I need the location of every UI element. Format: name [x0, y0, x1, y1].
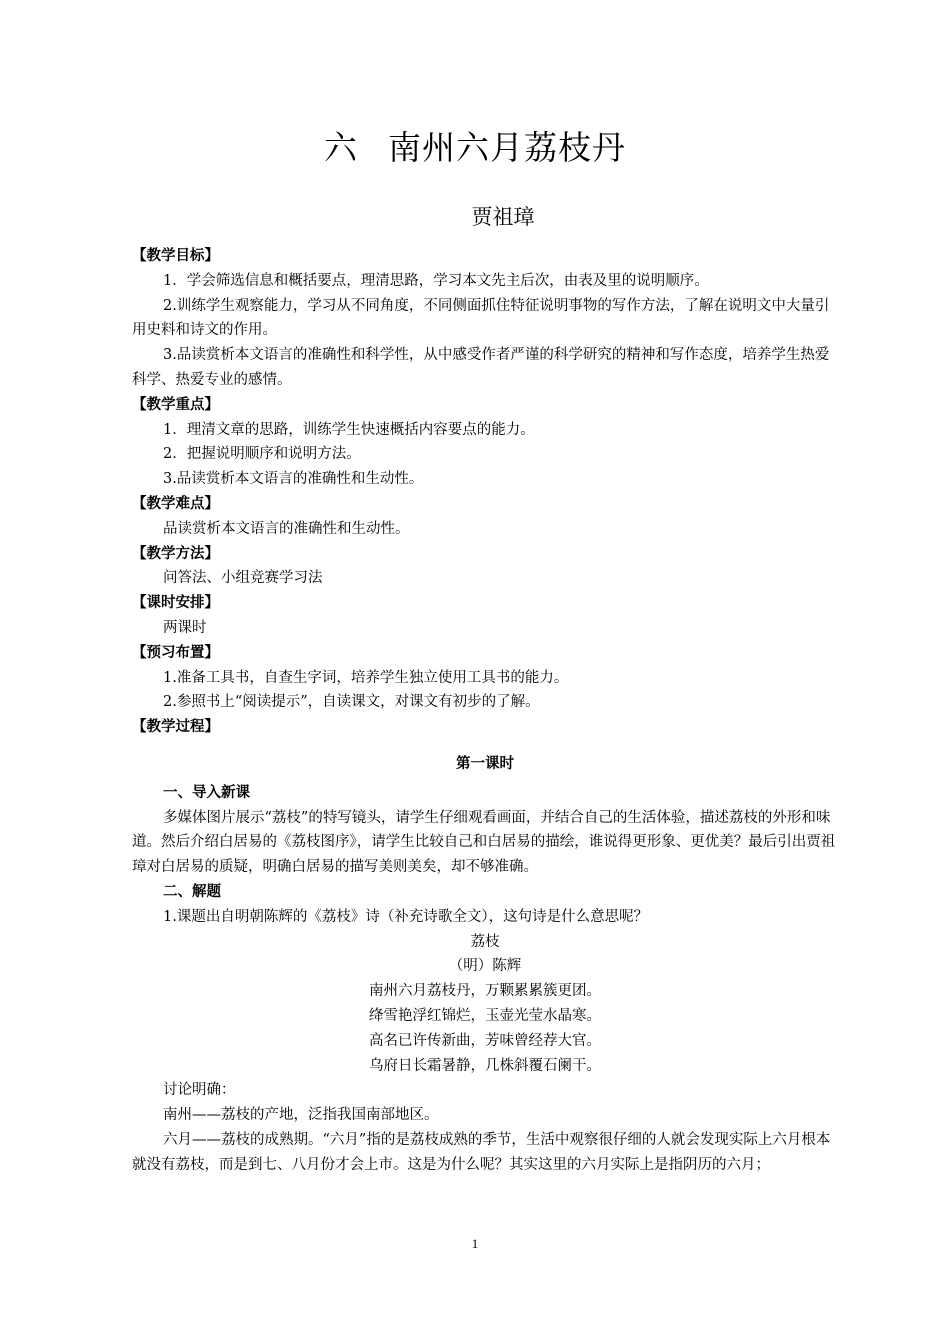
chapter-number: 六 — [324, 128, 358, 167]
preview-item: 2.参照书上“阅读提示”，自读课文，对课文有初步的了解。 — [163, 694, 540, 711]
methods-text: 问答法、小组竞赛学习法 — [163, 570, 323, 587]
discussion-label: 讨论明确： — [163, 1082, 236, 1099]
discussion-note: 南州——荔枝的产地，泛指我国南部地区。 — [163, 1107, 439, 1124]
poem-line: 南州六月荔枝丹，万颗累累簇更团。 — [369, 983, 601, 1000]
section-heading-goals: 【教学目标】 — [132, 247, 219, 264]
poem-title: 荔枝 — [470, 933, 500, 950]
author: 贾祖璋 — [471, 205, 535, 229]
lesson-title: 第一课时 — [456, 754, 514, 772]
goal-item: 1．学会筛选信息和概括要点，理清思路，学习本文先主后次，由表及里的说明顺序。 — [163, 272, 709, 289]
chapter-title: 南州六月荔枝丹 — [388, 128, 626, 167]
poem-line: 乌府日长霜暑静，几株斜覆石阑干。 — [369, 1057, 601, 1074]
section-heading-methods: 【教学方法】 — [132, 544, 219, 562]
poem-author: （明）陈辉 — [448, 958, 522, 975]
preview-item: 1.准备工具书，自查生字词，培养学生独立使用工具书的能力。 — [163, 669, 569, 686]
part-heading-intro: 一、导入新课 — [163, 783, 250, 801]
key-point-item: 2．把握说明顺序和说明方法。 — [163, 446, 361, 463]
document-body — [132, 244, 838, 1177]
section-heading-schedule: 【课时安排】 — [132, 594, 219, 612]
schedule-text: 两课时 — [163, 619, 207, 636]
section-heading-difficulties: 【教学难点】 — [132, 494, 219, 512]
poem-line: 绛雪艳浮红锦烂，玉壶光莹水晶寒。 — [369, 1007, 601, 1024]
discussion-note: 六月——荔枝的成熟期。“六月”指的是荔枝成熟的季节，生活中观察很仔细的人就会发现实际上六月根本就没有荔枝，而是到七、八月份才会上市。这是为什么呢？其实这里的六月实际上是指阴历的六月； — [132, 1131, 831, 1173]
part-heading-title-analysis: 二、解题 — [163, 882, 221, 900]
section-heading-key-points: 【教学重点】 — [132, 395, 219, 413]
title-analysis-intro: 1.课题出自明朝陈辉的《荔枝》诗（补充诗歌全文），这句诗是什么意思呢？ — [163, 908, 649, 925]
key-point-item: 1．理清文章的思路，训练学生快速概括内容要点的能力。 — [163, 421, 535, 438]
section-heading-process: 【教学过程】 — [132, 718, 219, 736]
difficulties-text: 品读赏析本文语言的准确性和生动性。 — [163, 520, 410, 537]
section-heading-preview: 【预习布置】 — [132, 643, 219, 661]
key-point-item: 3.品读赏析本文语言的准确性和生动性。 — [163, 471, 424, 488]
page-number: 1 — [471, 1236, 479, 1251]
goal-item: 2.训练学生观察能力，学习从不同角度，不同侧面抓住特征说明事物的写作方法，了解在说明文中大量引用史料和诗文的作用。 — [132, 297, 830, 339]
goal-item: 3.品读赏析本文语言的准确性和科学性，从中感受作者严谨的科学研究的精神和写作态度，培养学生热爱科学、热爱专业的感情。 — [132, 347, 830, 388]
poem-line: 高名已许传新曲，芳味曾经荐大官。 — [369, 1032, 601, 1049]
intro-paragraph: 多媒体图片展示“荔枝”的特写镜头，请学生仔细观看画面，并结合自己的生活体验，描述荔枝的外形和味道。然后介绍白居易的《荔枝图序》，请学生比较自己和白居易的描绘，谁说得更形象、更优美？最后引出贾祖璋对白居易的质疑，明确白居易的描写美则美矣，却不够准确。 — [132, 809, 836, 876]
page-title — [0, 122, 950, 169]
